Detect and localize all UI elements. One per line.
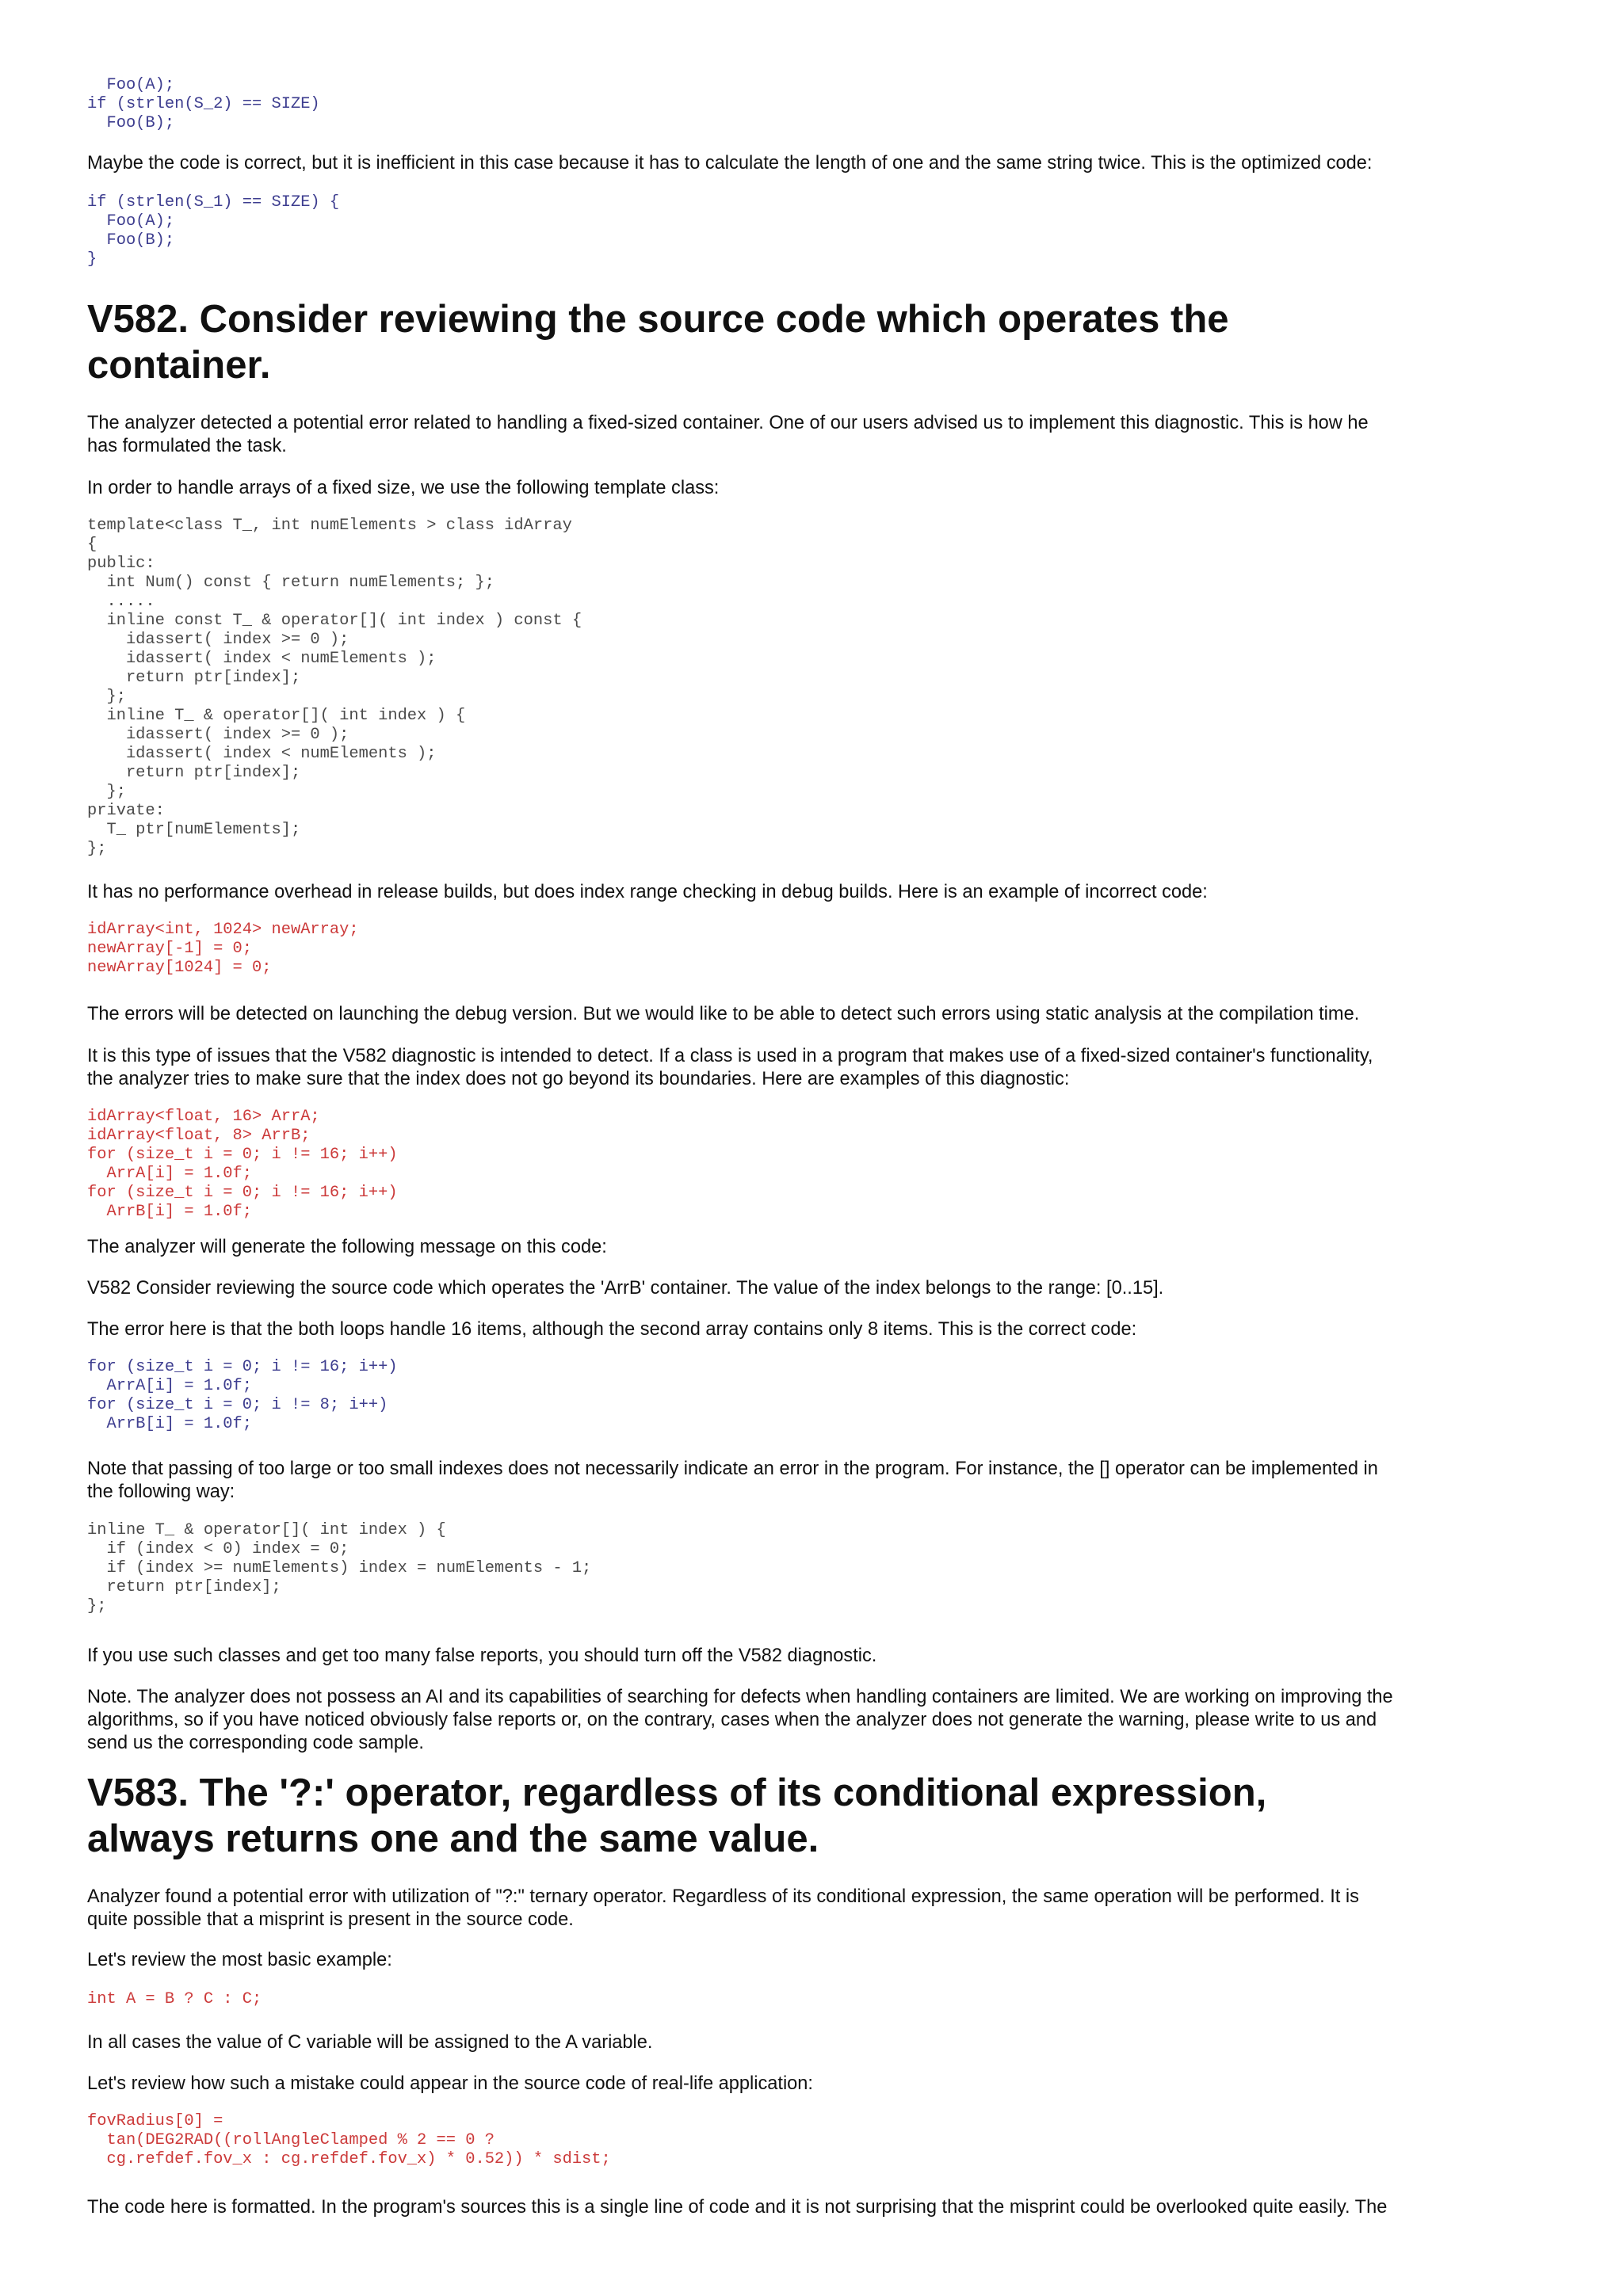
- paragraph: In order to handle arrays of a fixed size, we use the following template class:: [87, 478, 720, 498]
- code-block: template<class T_, int numElements > class idArray { public: int Num() const { return numElements; }; ..... inline const T_ & operator[]( int index ) const { idassert( index >= 0 ); idassert( index < numElements ); return ptr[index]; }; inline T_ & operator[]( int index ) { idassert( index >= 0 ); idassert( index < numElements ); return ptr[index]; }; private: T_ ptr[numElements]; };: [87, 517, 582, 858]
- code-block: Foo(A); if (strlen(S_2) == SIZE) Foo(B);: [87, 76, 320, 132]
- paragraph: Maybe the code is correct, but it is inefficient in this case because it has to calculate the length of one and the same string twice. This is the optimized code:: [87, 153, 1373, 174]
- paragraph: In all cases the value of C variable will be assigned to the A variable.: [87, 2032, 653, 2053]
- paragraph: The analyzer detected a potential error related to handling a fixed-sized container. One of our users advised us to implement this diagnostic. This is how he has formulated the task.: [87, 413, 1369, 456]
- paragraph: Analyzer found a potential error with utilization of "?:" ternary operator. Regardless of its conditional expression, the same operation will be performed. It is quite possible that a misprint is present in the source code.: [87, 1886, 1359, 1930]
- paragraph: Note. The analyzer does not possess an AI and its capabilities of searching for defects when handling containers are limited. We are working on improving the algorithms, so if you have noticed obviously false reports or, on the contrary, cases when the analyzer does not generate the warning, please write to us and send us the corresponding code sample.: [87, 1687, 1393, 1753]
- paragraph: It is this type of issues that the V582 diagnostic is intended to detect. If a class is used in a program that makes use of a fixed-sized container's functionality, the analyzer tries to make sure that the index does not go beyond its boundaries. Here are examples of this diagnostic:: [87, 1046, 1373, 1089]
- section-heading: V583. The '?:' operator, regardless of its conditional expression, always returns one and the same value.: [87, 1772, 1267, 1860]
- paragraph: The error here is that the both loops handle 16 items, although the second array contains only 8 items. This is the correct code:: [87, 1319, 1137, 1340]
- paragraph: The code here is formatted. In the program's sources this is a single line of code and it is not surprising that the misprint could be overlooked quite easily. The: [87, 2197, 1388, 2218]
- paragraph: The analyzer will generate the following message on this code:: [87, 1237, 607, 1257]
- paragraph: It has no performance overhead in release builds, but does index range checking in debug builds. Here is an example of incorrect code:: [87, 882, 1208, 902]
- paragraph: If you use such classes and get too many false reports, you should turn off the V582 diagnostic.: [87, 1646, 877, 1666]
- paragraph: Note that passing of too large or too small indexes does not necessarily indicate an error in the program. For instance, the [] operator can be implemented in the following way:: [87, 1459, 1378, 1502]
- paragraph: Let's review how such a mistake could appear in the source code of real-life application:: [87, 2073, 813, 2094]
- code-block: for (size_t i = 0; i != 16; i++) ArrA[i] = 1.0f; for (size_t i = 0; i != 8; i++) ArrB[i] = 1.0f;: [87, 1358, 398, 1433]
- code-block: fovRadius[0] = tan(DEG2RAD((rollAngleClamped % 2 == 0 ? cg.refdef.fov_x : cg.refdef.fov_x) * 0.52)) * sdist;: [87, 2112, 611, 2168]
- paragraph: V582 Consider reviewing the source code which operates the 'ArrB' container. The value of the index belongs to the range: [0..15].: [87, 1278, 1164, 1299]
- code-block: if (strlen(S_1) == SIZE) { Foo(A); Foo(B); }: [87, 193, 340, 269]
- code-block: idArray<float, 16> ArrA; idArray<float, 8> ArrB; for (size_t i = 0; i != 16; i++) ArrA[i] = 1.0f; for (size_t i = 0; i != 16; i++) ArrB[i] = 1.0f;: [87, 1108, 398, 1221]
- paragraph: Let's review the most basic example:: [87, 1950, 392, 1970]
- code-block: inline T_ & operator[]( int index ) { if (index < 0) index = 0; if (index >= numElements) index = numElements - 1; return ptr[index]; };: [87, 1521, 592, 1615]
- code-block: int A = B ? C : C;: [87, 1990, 262, 2008]
- code-block: idArray<int, 1024> newArray; newArray[-1] = 0; newArray[1024] = 0;: [87, 921, 359, 977]
- paragraph: The errors will be detected on launching the debug version. But we would like to be able to detect such errors using static analysis at the compilation time.: [87, 1004, 1360, 1024]
- section-heading: V582. Consider reviewing the source code which operates the container.: [87, 298, 1229, 387]
